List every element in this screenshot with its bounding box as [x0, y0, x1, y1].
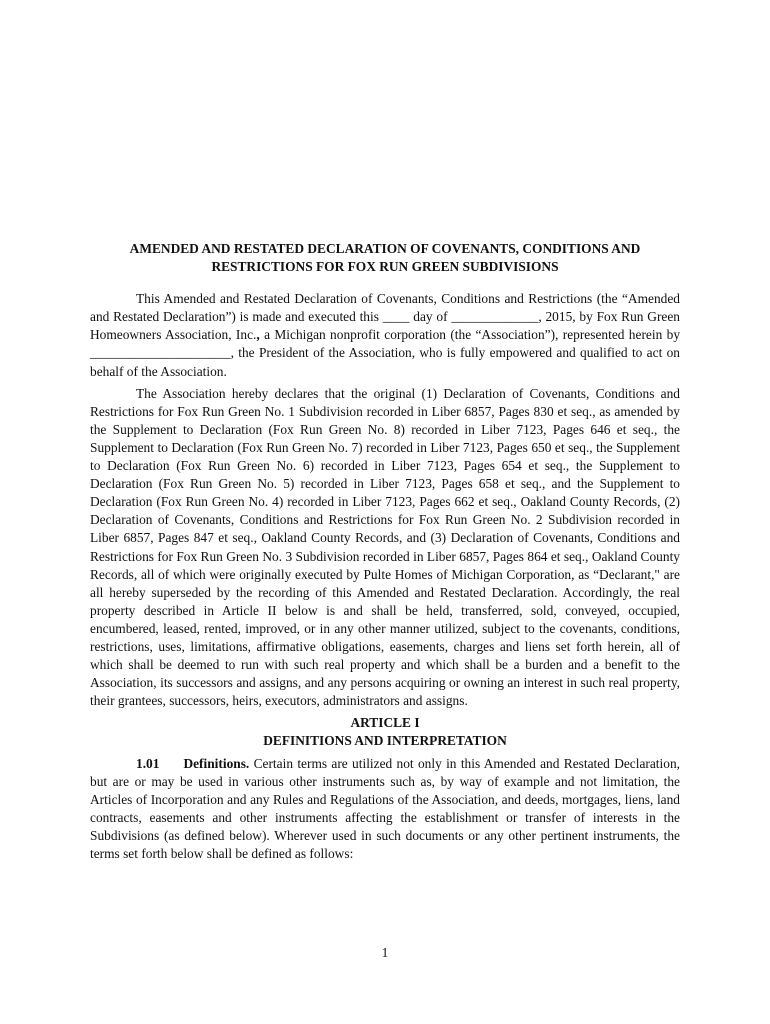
section-1-01: [90, 755, 680, 864]
section-text: Certain terms are utilized not only in this Amended and Restated Declaration, but are or may be used in various other instruments such as, by way of example and not limitation, the Articles of Incorporation and any Rules and Regulations of the Association, and deeds, mortgages, liens, land contracts, easements and other instruments affecting the establishment or transfer of interests in the Subdivisions (as defined below). Wherever used in such documents or any other pertinent instruments, the terms set forth below shall be defined as follows:: [90, 755, 680, 861]
intro-paragraph-part2: a Michigan nonprofit corporation (the “Association”), represented herein by _____________________, the President of the Association, who is fully empowered and qualified to act on behalf of the Association.: [90, 327, 681, 379]
intro-paragraph-bold-comma: ,: [256, 327, 260, 343]
page-number: 1: [381, 945, 389, 960]
section-number: 1.01: [136, 755, 160, 771]
document-page: [90, 240, 680, 867]
intro-paragraph: [90, 290, 680, 380]
document-title: [90, 240, 680, 276]
intro-paragraph-part1: This Amended and Restated Declaration of Covenants, Conditions and Restrictions (the “Amended and Restated Declaration”) is made and executed this ____ day of _____________, 2015, by Fox Run Green Homeowners Association, Inc.: [90, 291, 680, 343]
article-title: DEFINITIONS AND INTERPRETATION: [263, 733, 507, 749]
article-heading: [90, 714, 680, 750]
document-title-line1: AMENDED AND RESTATED DECLARATION OF COVENANTS, CONDITIONS AND: [129, 241, 641, 256]
article-number: ARTICLE I: [350, 715, 420, 731]
document-title-line2: RESTRICTIONS FOR FOX RUN GREEN SUBDIVISIONS: [211, 259, 559, 275]
declaration-paragraph: The Association hereby declares that the original (1) Declaration of Covenants, Conditions and Restrictions for Fox Run Green No. 1 Subdivision recorded in Liber 6857, Pages 830 et seq., as amended by the Supplement to Declaration (Fox Run Green No. 8) recorded in Liber 7123, Pages 646 et seq., the Supplement to Declaration (Fox Run Green No. 7) recorded in Liber 7123, Pages 650 et seq., the Supplement to Declaration (Fox Run Green No. 6) recorded in Liber 7123, Pages 654 et seq., the Supplement to Declaration (Fox Run Green No. 5) recorded in Liber 7123, Pages 658 et seq., and the Supplement to Declaration (Fox Run Green No. 4) recorded in Liber 7123, Pages 662 et seq., Oakland County Records, (2) Declaration of Covenants, Conditions and Restrictions for Fox Run Green No. 2 Subdivision recorded in Liber 6857, Pages 847 et seq., Oakland County Records, and (3) Declaration of Covenants, Conditions and Restrictions for Fox Run Green No. 3 Subdivision recorded in Liber 6857, Pages 864 et seq., Oakland County Records, all of which were originally executed by Pulte Homes of Michigan Corporation, as “Declarant," are all hereby superseded by the recording of this Amended and Restated Declaration. Accordingly, the real property described in Article II below is and shall be held, transferred, sold, conveyed, occupied, encumbered, leased, rented, improved, or in any other manner utilized, subject to the covenants, conditions, restrictions, uses, limitations, affirmative obligations, easements, charges and liens set forth herein, all of which shall be deemed to run with such real property and which shall be a burden and a benefit to the Association, its successors and assigns, and any persons acquiring or owning an interest in such real property, their grantees, successors, heirs, executors, administrators and assigns.: [90, 385, 680, 709]
section-term: Definitions.: [183, 755, 250, 771]
